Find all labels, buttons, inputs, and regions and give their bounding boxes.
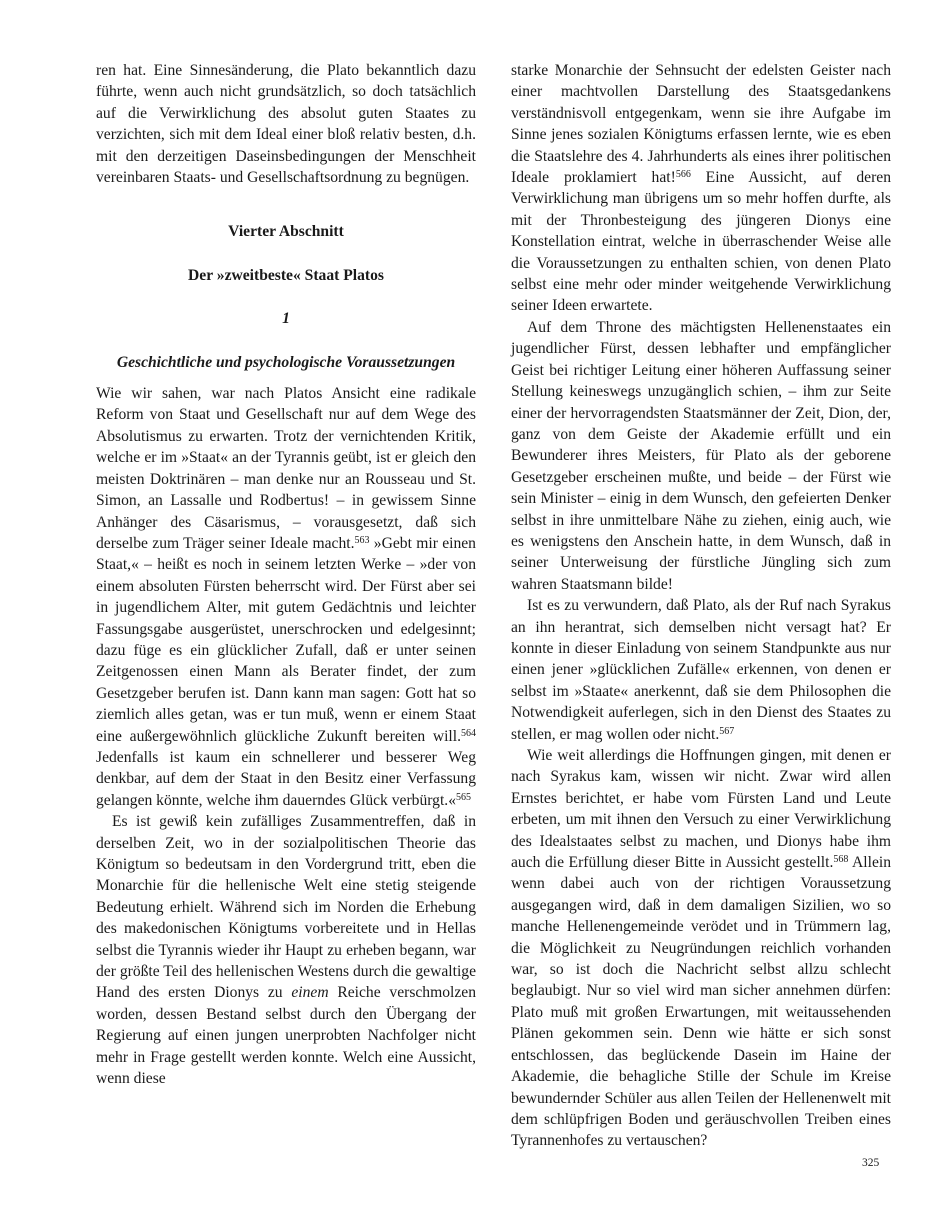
footnote-ref: 566 [675, 169, 691, 181]
section-title: Vierter Abschnitt [228, 223, 344, 241]
paragraph [96, 811, 476, 1089]
paragraph-continuation: ren hat. Eine Sinnesänderung, die Plato bekanntlich dazu führte, wenn auch nicht grundsätzlich, so doch tatsächlich auf die Verwirklichung des absolut guten Staates zu verzichten, sich mit dem Ideal einer bloß relativ besten, d.h. mit den derzeitigen Daseinsbedingungen der Menschheit vereinbaren Staats- und Gesellschaftsordnung zu begnügen. [96, 62, 476, 187]
text-run: Allein wenn dabei auch von der richtigen Voraussetzung ausgegangen wird, daß in dem damaligen Sizilien, wo so manche Hellenengemeinde verödet und in Trümmern lag, die Möglichkeit zu Neugründungen reichlich vorhanden war, so ist doch die Nachricht selbst allzu schlecht beglaubigt. Nur so viel wird man sicher annehmen dürfen: Plato muß mit großen Erwartungen, mit weitaussehenden Plänen gekommen sein. Denn wie hätte er sich sonst entschlossen, das beglückende Dasein im Haine der Akademie, die behagliche Stille der Schule im Kreise bewundernder Schüler aus allen Teilen der Hellenenwelt mit dem schlüpfrigen Boden und geräuschvollen Treiben eines Tyrannenhofes zu vertauschen? [511, 854, 892, 1150]
text-run: Es ist gewiß kein zufälliges Zusammentreffen, daß in derselben Zeit, wo in der sozialpolitischen Theorie das Königtum so bedeutsam in den Vordergrund tritt, eben die Monarchie für die hellenische Welt eine stetig steigende Bedeutung erhielt. Während sich im Norden die Erhebung des makedonischen Königtums vorbereitete und in Hellas selbst die Tyrannis wieder ihr Haupt zu erheben begann, war der größte Teil des hellenischen Westens durch die gewaltige Hand des ersten Dionys zu [96, 813, 476, 1002]
text-run: Reiche verschmolzen worden, dessen Bestand selbst durch den Übergang der Regierung auf einen jungen unerprobten Nachfolger nicht mehr in Frage gestellt werden konnte. Welch eine Aussicht, wenn diese [96, 984, 476, 1088]
paragraph [96, 383, 476, 811]
section-subtitle: Der »zweitbeste« Staat Platos [188, 266, 384, 284]
right-column [511, 60, 891, 1152]
text-run: Eine Aussicht, auf deren Verwirklichung man übrigens um so mehr hoffen durfte, als mit der Thronbesteigung des jüngeren Dionys eine Konstellation eintrat, welche in überraschender Weise alle die Voraussetzungen zu enthalten schien, von denen Plato selbst eine mehr oder minder weitgehende Verwirklichung seiner Ideen erwartete. [511, 169, 892, 315]
page-number: 325 [862, 1157, 880, 1169]
text-run: Wie wir sahen, war nach Platos Ansicht eine radikale Reform von Staat und Gesellschaft nur auf dem Wege des Absolutismus zu erwarten. Trotz der vernichtenden Kritik, welche er im »Staat« an der Tyrannis geübt, ist er gleich den meisten Doktrinären – man denke nur an Rousseau und St. Simon, an Lassalle und Rodbertus! – in gewissem Sinne Anhänger des Cäsarismus, – vorausgesetzt, daß sich derselbe zum Träger seiner Ideale macht. [96, 385, 476, 552]
footnote-ref: 565 [456, 791, 471, 803]
text-run: »Gebt mir einen Staat,« – heißt es noch in seinem letzten Werke – »der von einem absoluten Fürsten beherrscht wird. Der Fürst aber sei in jugendlichem Alter, mit gutem Gedächtnis und leichter Fassungsgabe ausgerüstet, unerschrocken und edelgesinnt; dazu füge es ein glücklicher Zufall, daß er unter seinen Zeitgenossen einen Mann als Berater findet, der zum Gesetzgeber berufen ist. Dann kann man sagen: Gott hat so ziemlich alles getan, was er tun muß, wenn er einem Staat eine außergewöhnlich glückliche Zukunft bereiten will. [96, 534, 476, 745]
text-run: starke Monarchie der Sehnsucht der edelsten Geister nach einer machtvollen Darstellung des Staatsgedankens verständnisvoll entgegenkam, wenn sie ihre Aufgabe im Sinne jenes sozialen Königtums erfassen lernte, wie es eben die Staatslehre des 4. Jahrhunderts als eines ihrer politischen Ideale proklamiert hat! [511, 62, 891, 187]
emphasis: einem [291, 984, 329, 1002]
footnote-ref: 563 [354, 534, 370, 546]
paragraph [511, 745, 891, 1152]
footnote-ref: 567 [719, 725, 735, 737]
section-number: 1 [282, 310, 290, 328]
text-run: Jedenfalls ist kaum ein schnellerer und besserer Weg denkbar, auf dem der Staat in den Besitz einer Verfassung gelangen könnte, welche ihm dauerndes Glück verbürgt.« [96, 748, 476, 809]
left-column [96, 60, 476, 1089]
footnote-ref: 564 [461, 727, 476, 739]
paragraph [511, 60, 891, 317]
text-run: Ist es zu verwundern, daß Plato, als der Ruf nach Syrakus an ihn herantrat, sich demselben nicht versagt hat? Er konnte in dieser Einladung von seinem Standpunkte aus nur einen jener »glücklichen Zufälle« erkennen, von denen er selbst im »Staate« anerkennt, daß sie dem Philosophen die Notwendigkeit auferlegen, sich in den Dienst des Staates zu stellen, er mag wollen oder nicht. [511, 597, 891, 743]
subsection-title: Geschichtliche und psychologische Voraussetzungen [116, 353, 456, 371]
footnote-ref: 568 [833, 854, 849, 866]
paragraph [511, 595, 891, 745]
text-run: Wie weit allerdings die Hoffnungen gingen, mit denen er nach Syrakus kam, wissen wir nicht. Zwar wird allen Ernstes berichtet, er habe vom Fürsten Land und Leute erbeten, um mit ihnen den Versuch zu einer Verwirklichung des Idealstaates selbst zu machen, und Dionys habe ihm auch die Erfüllung dieser Bitte in Aussicht gestellt. [511, 747, 891, 872]
paragraph: Auf dem Throne des mächtigsten Hellenenstaates ein jugendlicher Fürst, dessen lebhafter und empfänglicher Geist bei richtiger Leitung einer höheren Auffassung seiner Stellung keineswegs unzugänglich schien, – ihm zur Seite einer der hervorragendsten Staatsmänner der Zeit, Dion, der, ganz von dem Geiste der Akademie erfüllt und ein Bewunderer ihres Meisters, für Plato als der geborene Gesetzgeber erscheinen mußte, und beide – der Fürst wie sein Minister – einig in dem Wunsch, den gefeierten Denker selbst in ihre unmittelbare Nähe zu ziehen, einig auch, wie es wenigstens den Anschein hatte, in dem Wunsch, daß in seiner Unterweisung der fürstliche Jüngling sich zum wahren Staatsmann bilde! [511, 318, 891, 593]
